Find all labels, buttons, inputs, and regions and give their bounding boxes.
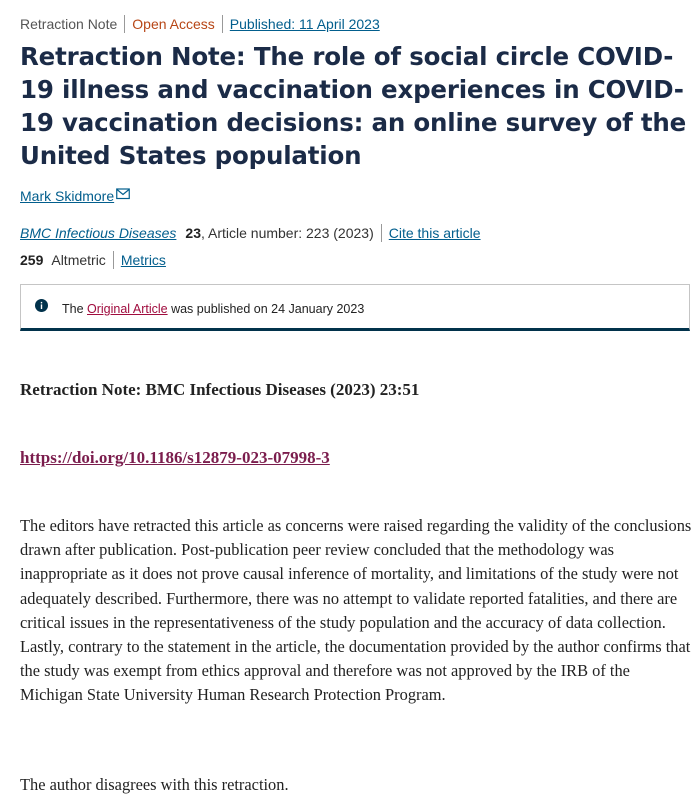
notice-prefix: The: [62, 302, 88, 316]
article-meta: [20, 15, 380, 33]
published-date-link[interactable]: Published: 11 April 2023: [229, 16, 380, 32]
notice-suffix: was published on 24 January 2023: [167, 302, 365, 316]
metrics-link[interactable]: Metrics: [120, 252, 166, 268]
divider: [381, 224, 382, 242]
altmetric-label: Altmetric: [51, 252, 106, 268]
open-access-badge: Open Access: [132, 16, 215, 32]
author-list: [20, 187, 130, 205]
article-number: , Article number: 223 (2023): [200, 225, 374, 241]
divider: [222, 15, 223, 33]
divider: [113, 251, 114, 269]
author-link[interactable]: Mark Skidmore: [20, 188, 115, 204]
retraction-heading: Retraction Note: BMC Infectious Diseases (2023) 23:51: [20, 380, 420, 399]
original-article-link[interactable]: Original Article: [87, 302, 168, 316]
divider: [124, 15, 125, 33]
journal-link[interactable]: BMC Infectious Diseases: [20, 225, 177, 241]
journal-volume: 23: [185, 225, 201, 241]
cite-this-article-link[interactable]: Cite this article: [388, 225, 481, 241]
doi-link[interactable]: https://doi.org/10.1186/s12879-023-07998-3: [20, 448, 330, 467]
altmetric-row: [20, 251, 166, 269]
mail-icon[interactable]: [116, 186, 130, 198]
info-icon: [35, 299, 48, 312]
article-title: Retraction Note: The role of social circle COVID-19 illness and vaccination experiences in COVID-19 vaccination decisions: an online survey of the United States population: [20, 42, 687, 170]
retraction-body-paragraph: The editors have retracted this article as concerns were raised regarding the validity of the conclusions drawn after publication. Post-publication peer review concluded that the methodology was inappropriate as it does not prove causal inference of mortality, and limitations of the study were not adequately described. Furthermore, there was no attempt to validate reported fatalities, and there are critical issues in the representativeness of the study population and the accuracy of data collection. Lastly, contrary to the statement in the article, the documentation provided by the author confirms that the study was exempt from ethics approval and therefore was not approved by the IRB of the Michigan State University Human Research Protection Program.: [20, 516, 692, 705]
article-type: Retraction Note: [20, 16, 118, 32]
author-disagreement-paragraph: The author disagrees with this retraction.: [20, 775, 289, 794]
altmetric-count: 259: [20, 252, 44, 268]
citation-row: [20, 224, 481, 242]
notice-text: [62, 301, 364, 317]
original-article-notice: [20, 284, 690, 331]
